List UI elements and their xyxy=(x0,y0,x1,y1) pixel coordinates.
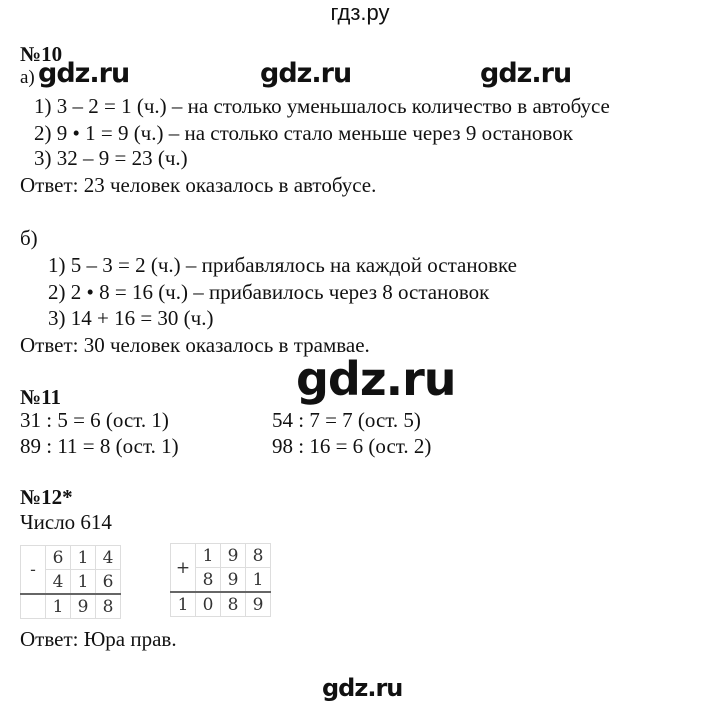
subtraction-table xyxy=(20,545,121,619)
task10-title: №10 xyxy=(20,42,63,66)
digit: 8 xyxy=(96,594,121,619)
digit: 9 xyxy=(71,594,96,619)
division: 31 : 5 = 6 (ост. 1) xyxy=(20,408,169,432)
watermark: gdz.ru xyxy=(296,352,456,406)
step: 2) 2 • 8 = 16 (ч.) – прибавилось через 8 остановок xyxy=(48,280,490,304)
division: 98 : 16 = 6 (ост. 2) xyxy=(272,434,432,458)
digit: 6 xyxy=(96,570,121,595)
part-b-label: б) xyxy=(20,226,38,250)
digit: 1 xyxy=(196,544,221,568)
division: 54 : 7 = 7 (ост. 5) xyxy=(272,408,421,432)
answer: Ответ: 30 человек оказалось в трамвае. xyxy=(20,333,370,357)
digit: 1 xyxy=(171,592,196,617)
step: 3) 32 – 9 = 23 (ч.) xyxy=(34,146,188,170)
step: 2) 9 • 1 = 9 (ч.) – на столько стало меньше через 9 остановок xyxy=(34,121,573,145)
task11-title: №11 xyxy=(20,385,61,409)
division: 89 : 11 = 8 (ост. 1) xyxy=(20,434,179,458)
answer: Ответ: 23 человек оказалось в автобусе. xyxy=(20,173,377,197)
digit: 1 xyxy=(71,570,96,595)
watermark: gdz.ru xyxy=(260,58,352,89)
digit: 8 xyxy=(246,544,271,568)
digit: 1 xyxy=(46,594,71,619)
number-line: Число 614 xyxy=(20,510,112,534)
digit: 9 xyxy=(246,592,271,617)
part-a-label: а) xyxy=(20,67,35,88)
digit: 9 xyxy=(221,544,246,568)
plus-sign: + xyxy=(171,544,196,593)
watermark: gdz.ru xyxy=(38,58,130,89)
digit: 0 xyxy=(196,592,221,617)
digit: 4 xyxy=(96,546,121,570)
step: 1) 3 – 2 = 1 (ч.) – на столько уменьшалось количество в автобусе xyxy=(34,94,610,118)
digit: 6 xyxy=(46,546,71,570)
digit: 1 xyxy=(246,568,271,593)
digit: 9 xyxy=(221,568,246,593)
step: 3) 14 + 16 = 30 (ч.) xyxy=(48,306,214,330)
watermark: gdz.ru xyxy=(480,58,572,89)
digit: 1 xyxy=(71,546,96,570)
digit: 8 xyxy=(221,592,246,617)
task12-title: №12* xyxy=(20,485,73,509)
minus-sign: - xyxy=(21,546,46,595)
watermark: gdz.ru xyxy=(322,674,403,702)
answer: Ответ: Юра прав. xyxy=(20,627,177,651)
digit: 8 xyxy=(196,568,221,593)
site-header: гдз.ру xyxy=(330,0,390,25)
step: 1) 5 – 3 = 2 (ч.) – прибавлялось на каждой остановке xyxy=(48,253,517,277)
digit: 4 xyxy=(46,570,71,595)
addition-table xyxy=(170,543,271,617)
